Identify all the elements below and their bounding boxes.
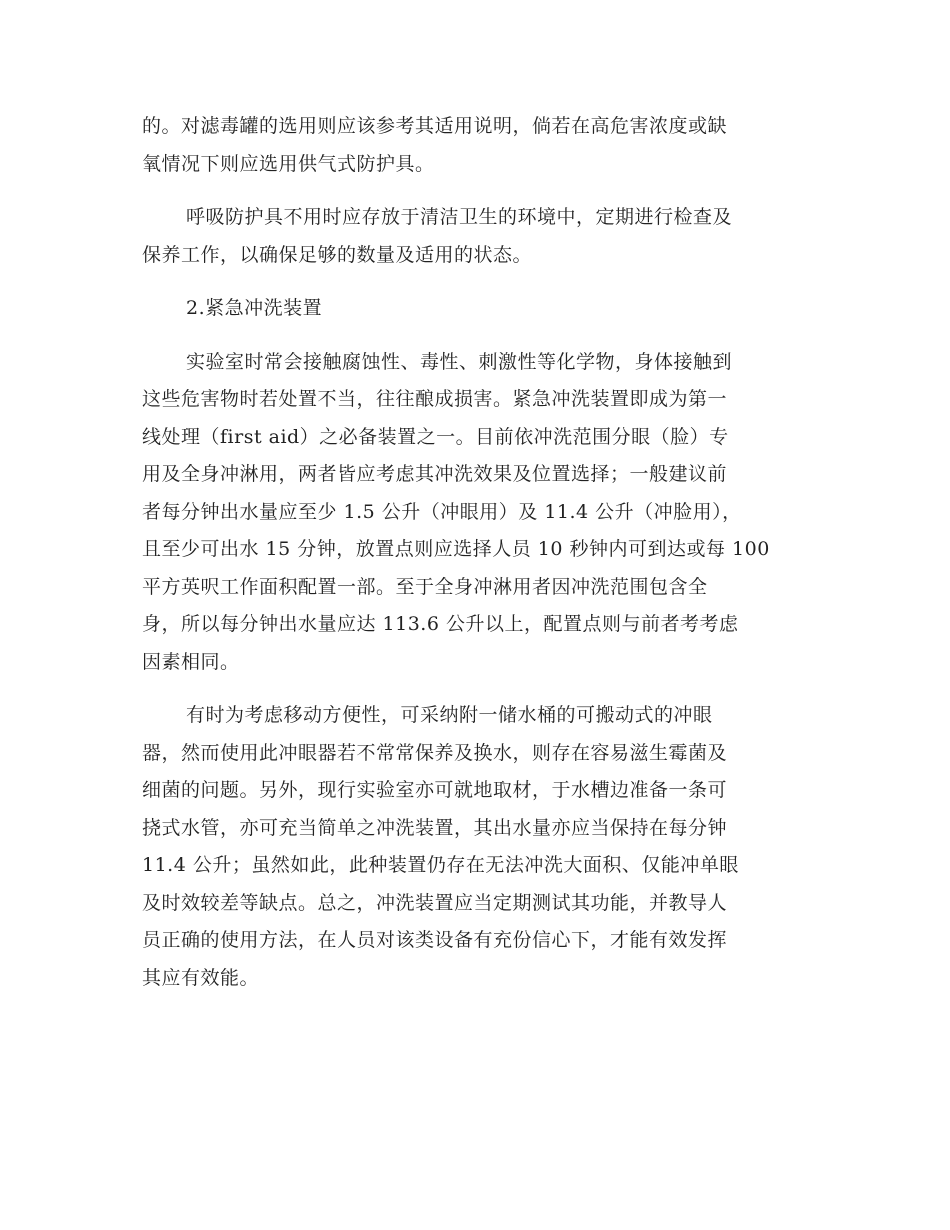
text-line: 呼吸防护具不用时应存放于清洁卫生的环境中，定期进行检查及: [186, 206, 733, 228]
text-line: 者每分钟出水量应至少 1.5 公升（冲眼用）及 11.4 公升（冲脸用），: [142, 500, 742, 523]
text-line: 挠式水管，亦可充当简单之冲洗装置，其出水量亦应当保持在每分钟: [142, 816, 728, 839]
paragraph-filter-canister: [142, 108, 807, 183]
text-line: 细菌的问题。另外，现行实验室亦可就地取材，于水槽边准备一条可: [142, 779, 728, 801]
text-line: 其应有效能。: [142, 966, 260, 989]
section-heading: 2.紧急冲洗装置: [186, 297, 323, 319]
text-line: 身，所以每分钟出水量应达 113.6 公升以上，配置点则与前者考考虑: [142, 613, 739, 635]
section-heading-emergency-wash: [142, 290, 807, 328]
text-line: 平方英呎工作面积配置一部。至于全身冲淋用者因冲洗范围包含全: [142, 575, 708, 598]
text-line: 用及全身冲淋用，两者皆应考虑其冲洗效果及位置选择；一般建议前: [142, 463, 728, 485]
paragraph-respirator-storage: [142, 199, 807, 274]
text-line: 的。对滤毒罐的选用则应该参考其适用说明，倘若在高危害浓度或缺: [142, 115, 728, 137]
document-body: [142, 108, 807, 1013]
text-line: 器，然而使用此冲眼器若不常常保养及换水，则存在容易滋生霉菌及: [142, 741, 728, 764]
text-line: 实验室时常会接触腐蚀性、毒性、刺激性等化学物，身体接触到: [186, 350, 733, 373]
text-line: 因素相同。: [142, 650, 240, 673]
paragraph-portable-eyewash: [142, 697, 807, 997]
text-line: 且至少可出水 15 分钟，放置点则应选择人员 10 秒钟内可到达或每 100: [142, 538, 770, 560]
text-line: 保养工作，以确保足够的数量及适用的状态。: [142, 243, 533, 266]
text-line: 11.4 公升；虽然如此，此种装置仍存在无法冲洗大面积、仅能冲单眼: [142, 854, 739, 876]
paragraph-emergency-wash: [142, 344, 807, 682]
text-line: 氧情况下则应选用供气式防护具。: [142, 152, 435, 175]
text-line: 线处理（first aid）之必备装置之一。目前依冲洗范围分眼（脸）专: [142, 425, 729, 448]
text-line: 有时为考虑移动方便性，可采纳附一储水桶的可搬动式的冲眼: [186, 704, 713, 726]
text-line: 这些危害物时若处置不当，往往酿成损害。紧急冲洗装置即成为第一: [142, 388, 728, 410]
text-line: 及时效较差等缺点。总之，冲洗装置应当定期测试其功能，并教导人: [142, 891, 728, 914]
text-line: 员正确的使用方法，在人员对该类设备有充份信心下，才能有效发挥: [142, 929, 728, 951]
